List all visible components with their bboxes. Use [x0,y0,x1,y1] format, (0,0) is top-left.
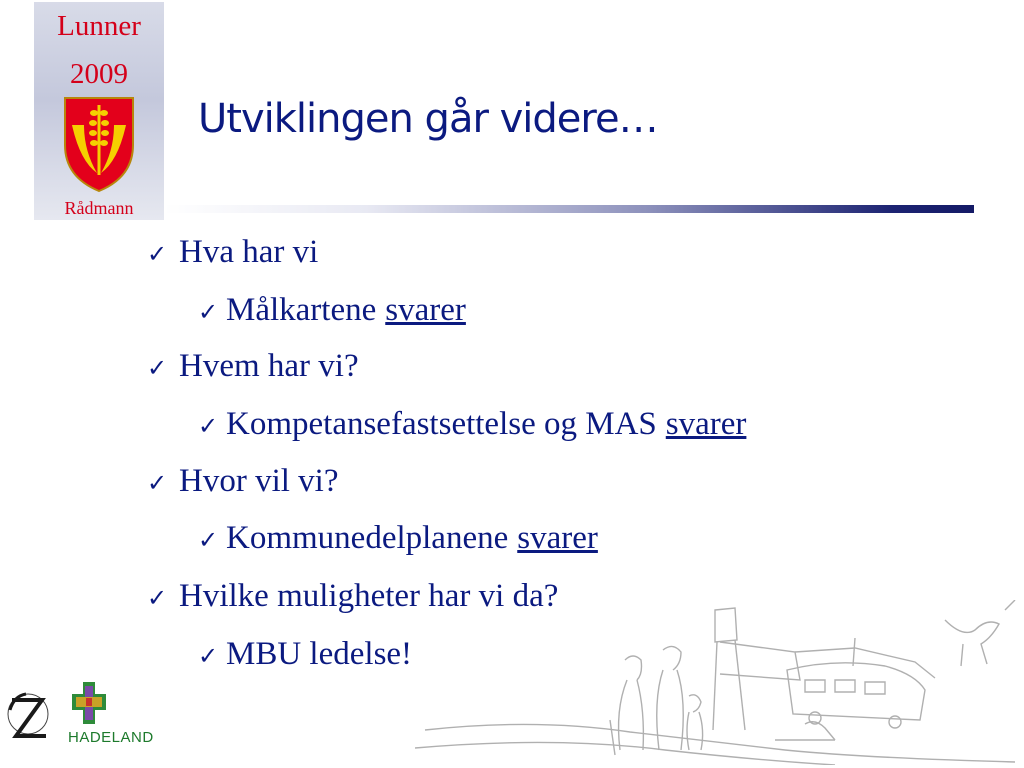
check-icon: ✓ [198,642,219,670]
bullet-item [198,404,746,446]
title-divider [164,205,974,213]
bullet-text: MBU ledelse! [226,636,413,672]
bullet-text: Kommunedelplanene [226,520,509,556]
bullet-item [147,346,359,388]
hadeland-emblem-icon [72,682,106,724]
check-icon: ✓ [147,584,168,612]
check-icon: ✓ [147,240,168,268]
check-icon: ✓ [147,469,168,497]
bullet-text: Hva har vi [179,234,319,270]
bullet-text: Kompetansefastsettelse og MAS [226,406,657,442]
municipality-logo [34,2,164,220]
check-icon: ✓ [198,298,219,326]
bullet-text: Hvor vil vi? [179,463,339,499]
slide-title: Utviklingen går videre… [198,96,658,142]
svarer-link[interactable]: svarer [385,292,466,328]
bullet-text: Hvilke muligheter har vi da? [179,578,559,614]
bullet-item [198,634,412,676]
svarer-link[interactable]: svarer [517,520,598,556]
logo-year: 2009 [70,58,128,90]
z-logo-icon [4,680,56,746]
logo-subtitle: Rådmann [64,198,134,218]
svarer-link[interactable]: svarer [665,406,747,442]
check-icon: ✓ [198,412,219,440]
coat-of-arms-icon [62,95,136,193]
bullet-item [147,461,338,503]
bullet-item [198,518,598,560]
bullet-item [147,232,318,274]
check-icon: ✓ [198,526,219,554]
logo-title: Lunner [57,10,141,42]
check-icon: ✓ [147,354,168,382]
bullet-item [198,290,466,332]
bullet-text: Hvem har vi? [179,348,359,384]
line-sketch-illustration [415,600,1020,765]
hadeland-label: HADELAND [68,729,154,746]
bullet-text: Målkartene [226,292,377,328]
